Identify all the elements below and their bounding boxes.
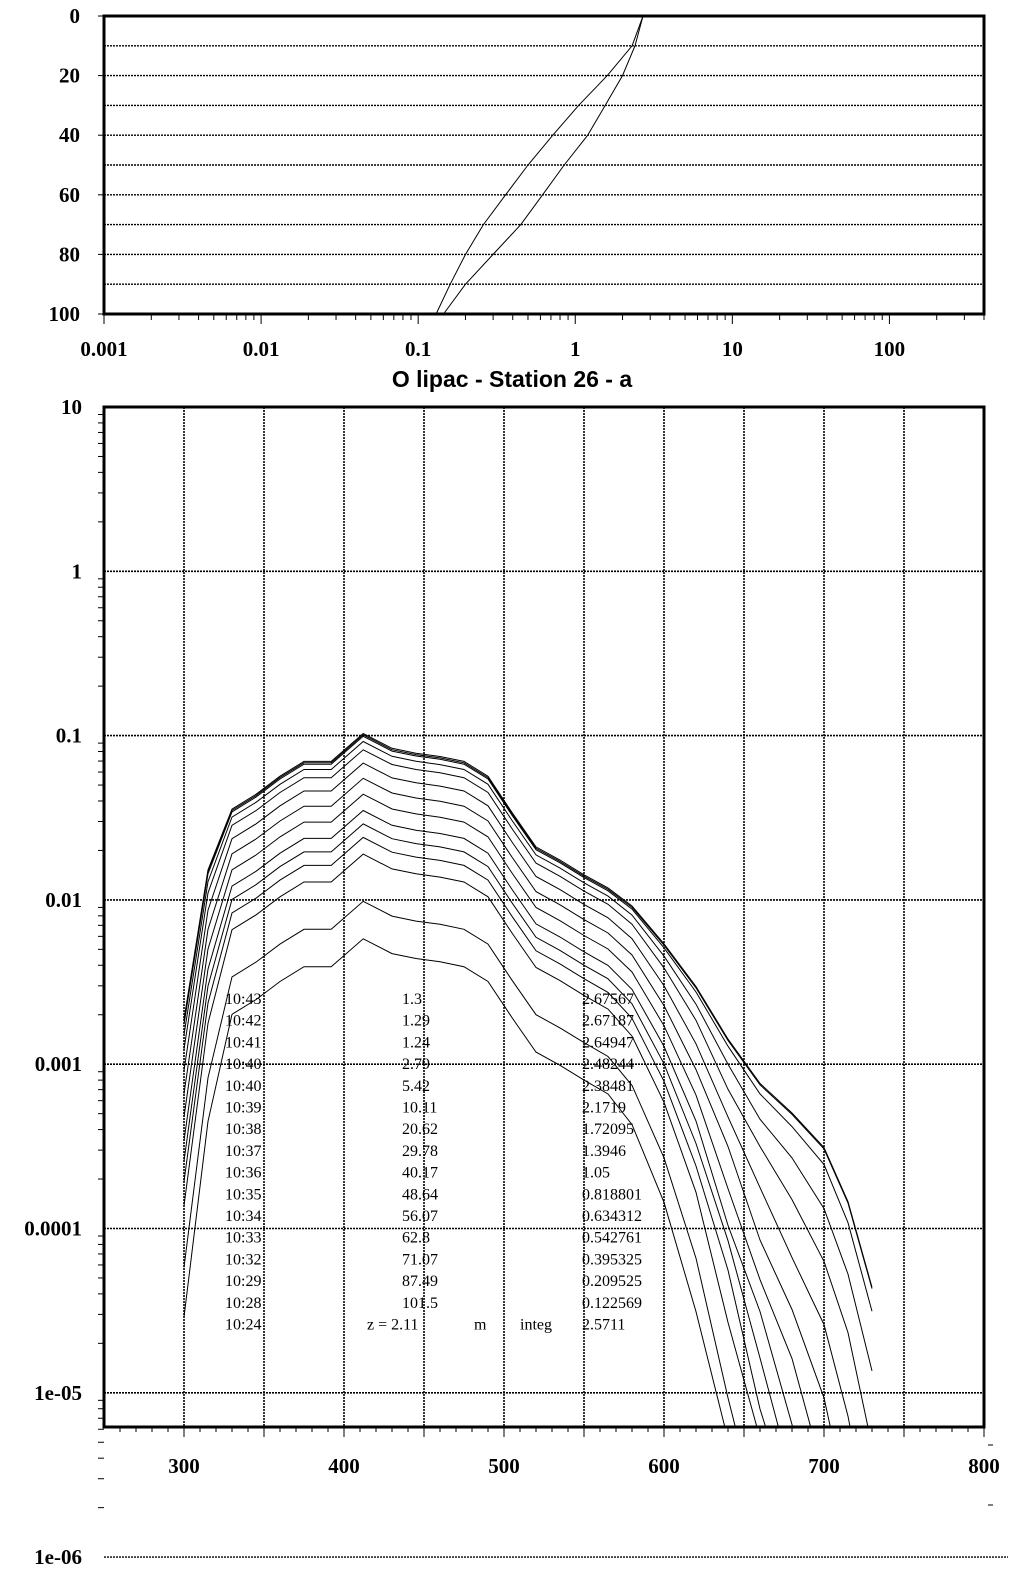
log-tick-label: 1	[570, 337, 581, 361]
annotation-integ-label: integ	[520, 1316, 552, 1334]
annotation-time: 10:36	[225, 1164, 262, 1182]
spectrum-line	[184, 901, 872, 1581]
depth-tick-label: 0	[69, 4, 80, 28]
log-axis-labels	[80, 314, 984, 361]
log-tick-label: 100	[873, 337, 906, 361]
annotation-integ: 2.64947	[582, 1034, 634, 1052]
annotation-integ: 2.67567	[582, 991, 634, 1008]
legend-annotations	[225, 991, 642, 1334]
annotation-integ: 0.634312	[582, 1208, 642, 1225]
value-tick-label: 0.01	[45, 887, 82, 912]
depth-profile-panel	[49, 4, 985, 361]
wavelength-tick-label: 300	[168, 1454, 200, 1478]
annotation-depth: 1.24	[402, 1034, 430, 1052]
value-tick-label: 0.0001	[24, 1216, 82, 1241]
spectrum-line	[184, 837, 872, 1581]
annotation-time: 10:32	[225, 1251, 262, 1269]
annotation-integ: 1.05	[582, 1164, 610, 1182]
wavelength-tick-label: 600	[648, 1454, 680, 1478]
annotation-integ: 0.209525	[582, 1273, 642, 1291]
annotation-depth: 1.29	[402, 1012, 430, 1030]
annotation-integ: 2.38481	[582, 1077, 634, 1095]
wavelength-tick-label: 800	[968, 1454, 1000, 1478]
annotation-unit: m	[474, 1316, 487, 1334]
wavelength-axis-labels	[120, 1427, 1000, 1478]
annotation-time: 10:42	[225, 1012, 262, 1030]
depth-tick-label: 60	[59, 182, 80, 207]
annotation-depth: z = 2.11	[367, 1316, 419, 1334]
value-tick-label: 1	[71, 559, 82, 584]
annotation-integ: 0.818801	[582, 1186, 642, 1204]
spectrum-line	[184, 736, 872, 1311]
annotation-depth: 87.49	[402, 1273, 438, 1291]
annotation-depth: 71.07	[402, 1251, 438, 1269]
annotation-time: 10:37	[225, 1142, 262, 1160]
spectrum-curves	[184, 734, 872, 1581]
annotation-time: 10:40	[225, 1056, 262, 1074]
spectrum-line	[184, 778, 872, 1581]
log-tick-label: 10	[721, 337, 743, 361]
annotation-integ: 1.72095	[582, 1121, 634, 1139]
annotation-time: 10:39	[225, 1099, 262, 1117]
spectrum-line	[184, 735, 872, 1289]
depth-axis-labels	[49, 4, 105, 326]
depth-tick-label: 100	[48, 302, 80, 326]
annotation-depth: 20.62	[402, 1121, 438, 1139]
annotation-integ: 1.3946	[582, 1142, 626, 1160]
spectrum-panel	[24, 395, 1008, 1581]
log-tick-label: 0.001	[80, 337, 128, 361]
annotation-time: 10:33	[225, 1229, 262, 1247]
depth-grid	[104, 46, 984, 284]
annotation-depth: 5.42	[402, 1077, 430, 1095]
log-tick-label: 0.1	[405, 337, 432, 361]
annotation-time: 10:43	[225, 991, 262, 1008]
annotation-time: 10:40	[225, 1077, 262, 1095]
annotation-integ: 2.5711	[582, 1316, 626, 1334]
annotation-time: 10:38	[225, 1121, 262, 1139]
depth-tick-label: 20	[59, 63, 80, 88]
chart-title: O lipac - Station 26 - a	[391, 366, 633, 392]
wavelength-tick-label: 700	[808, 1454, 840, 1478]
value-tick-label: 1e-05	[34, 1380, 82, 1405]
annotation-time: 10:34	[225, 1208, 262, 1225]
annotation-depth: 10.11	[402, 1099, 438, 1117]
annotation-time: 10:35	[225, 1186, 262, 1204]
log-tick-label: 0.01	[242, 337, 280, 361]
annotation-time: 10:29	[225, 1273, 262, 1291]
depth-tick-label: 40	[59, 123, 80, 148]
annotation-integ: 0.395325	[582, 1251, 642, 1269]
annotation-depth: 1.3	[402, 991, 422, 1008]
annotation-integ: 0.122569	[582, 1294, 642, 1312]
annotation-depth: 62.8	[402, 1229, 430, 1247]
annotation-integ: 2.1719	[582, 1099, 626, 1117]
annotation-integ: 2.67187	[582, 1012, 634, 1030]
annotation-depth: 48.64	[402, 1186, 438, 1204]
value-tick-label: 0.1	[55, 723, 82, 748]
annotation-depth: 56.07	[402, 1208, 438, 1225]
annotation-depth: 29.78	[402, 1142, 438, 1160]
wavelength-tick-label: 500	[488, 1454, 520, 1478]
annotation-time: 10:41	[225, 1034, 262, 1052]
value-tick-label: 0.001	[34, 1052, 82, 1077]
wavelength-tick-label: 400	[328, 1454, 360, 1478]
depth-tick-label: 80	[59, 242, 80, 267]
spectrum-line	[184, 824, 872, 1581]
annotation-depth: 40.17	[402, 1164, 438, 1182]
annotation-integ: 0.542761	[582, 1229, 642, 1247]
annotation-depth: 2.79	[402, 1056, 430, 1074]
annotation-integ: 2.48244	[582, 1056, 634, 1074]
annotation-time: 10:28	[225, 1294, 262, 1312]
annotation-time: 10:24	[225, 1316, 262, 1334]
value-tick-label: 1e-06	[34, 1545, 82, 1570]
spectrum-line	[184, 854, 872, 1581]
annotation-depth: 101.5	[402, 1294, 438, 1312]
value-tick-label: 10	[61, 395, 82, 419]
